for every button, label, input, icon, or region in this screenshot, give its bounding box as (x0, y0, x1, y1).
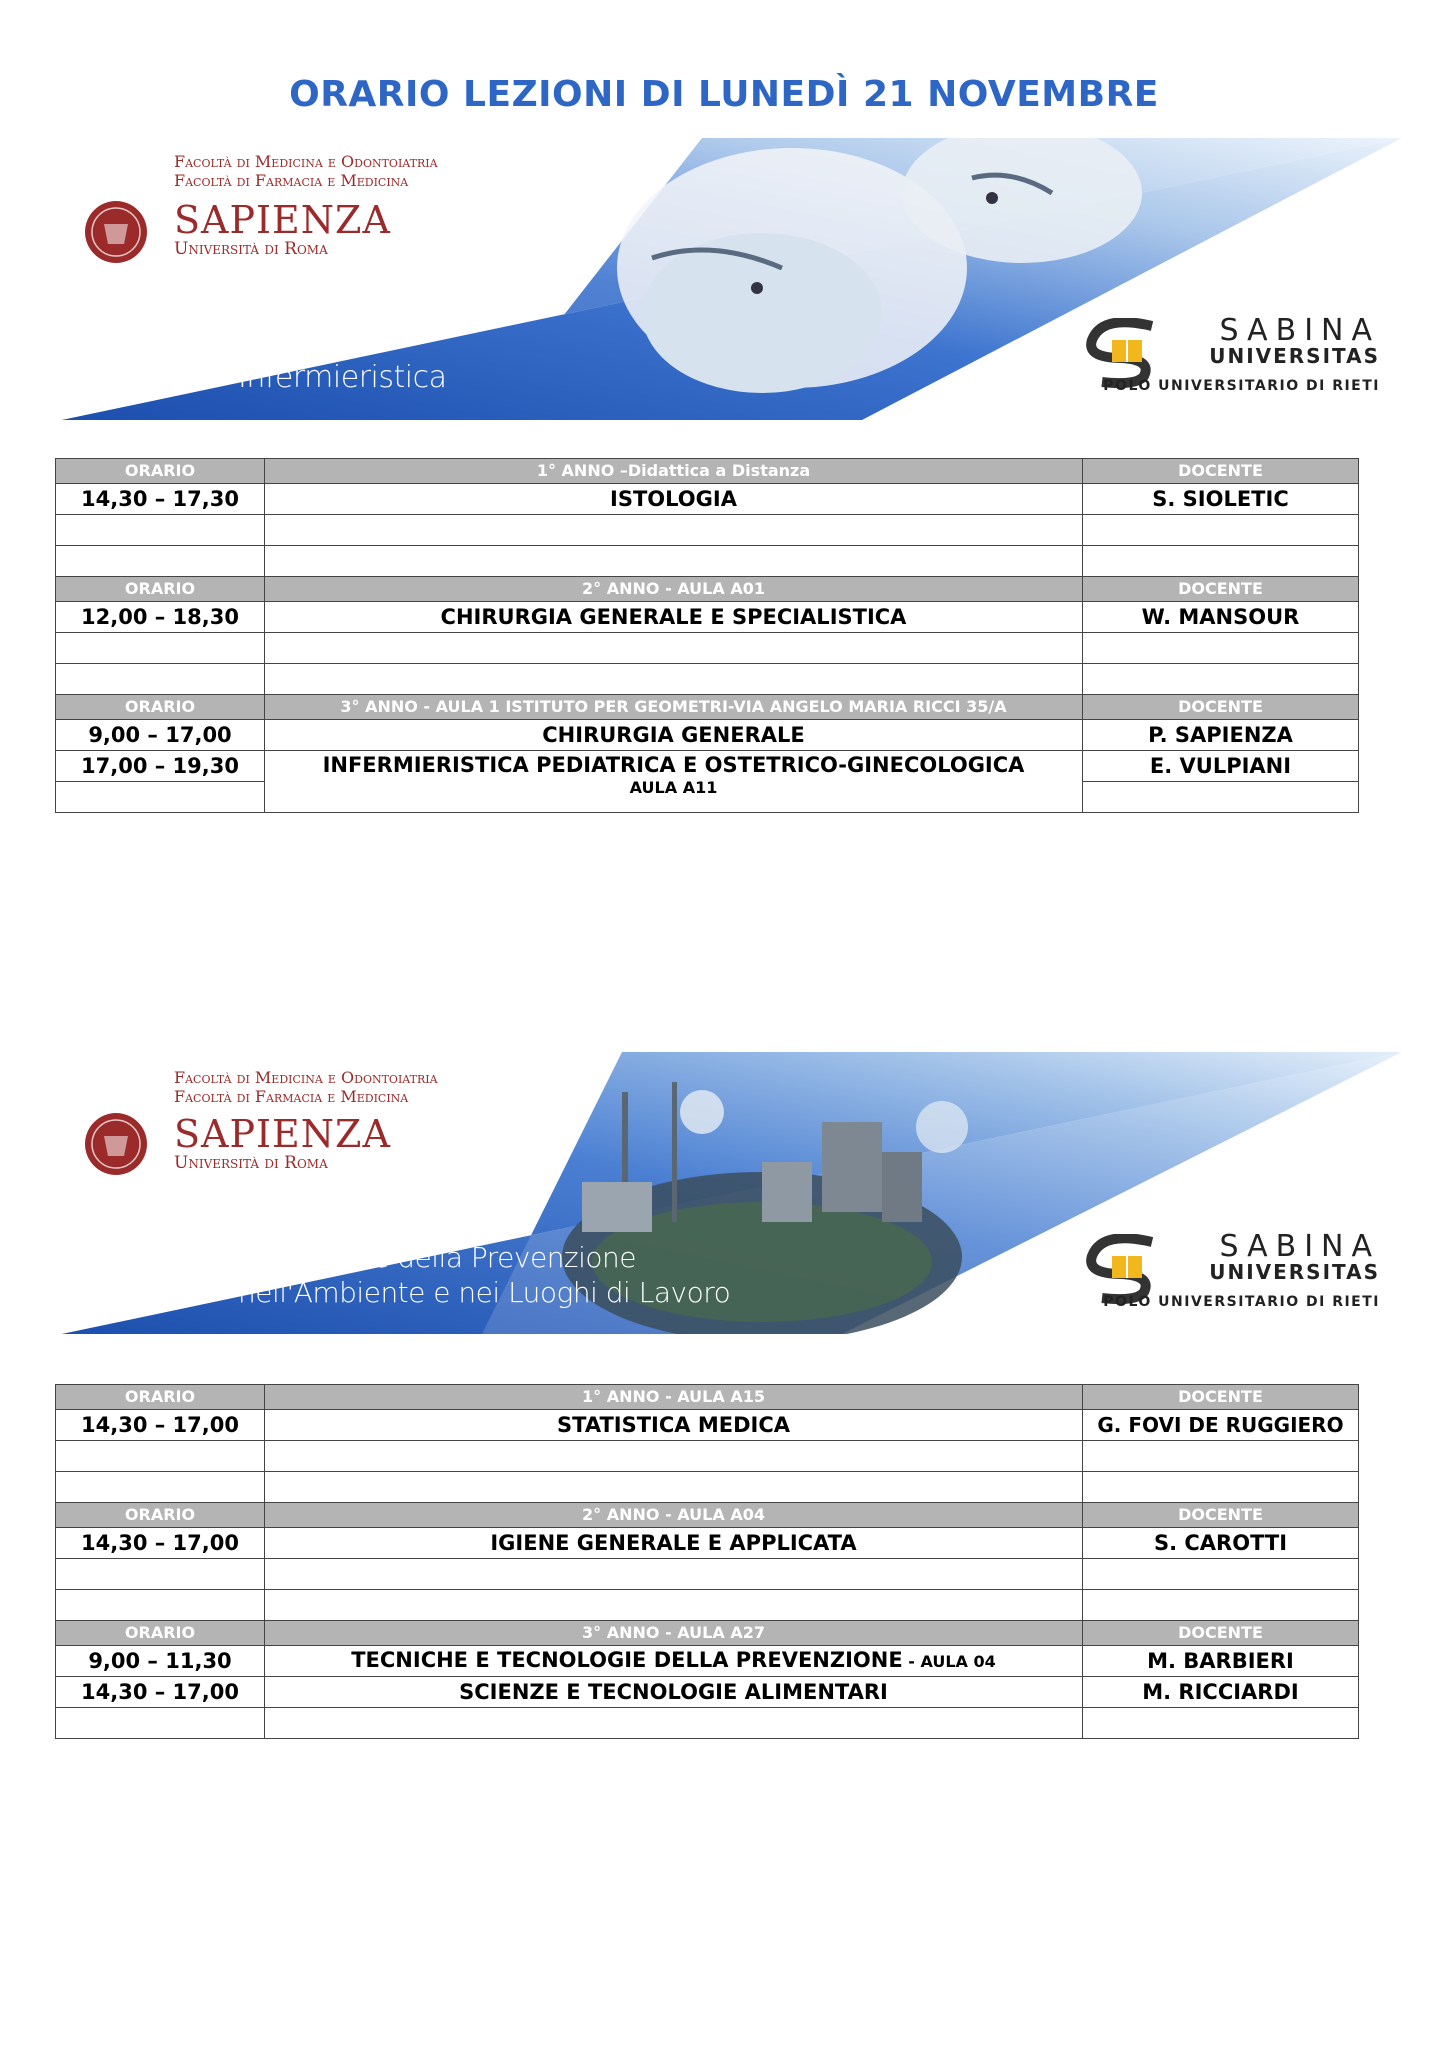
table-header-row (56, 459, 1359, 484)
empty-cell (1083, 515, 1359, 546)
empty-cell (56, 664, 265, 695)
faculty-line-1: Facoltà di Medicina e Odontoiatria (174, 152, 438, 171)
schedule-table-infermieristica (55, 458, 1359, 813)
course-title (238, 1240, 730, 1310)
table-row (56, 484, 1359, 515)
table-row-empty (56, 546, 1359, 577)
lesson-time: 14,30 – 17,00 (56, 1528, 265, 1559)
table-row-empty (56, 1472, 1359, 1503)
empty-cell (1083, 664, 1359, 695)
empty-cell (265, 664, 1083, 695)
table-row-empty (56, 1559, 1359, 1590)
table-row (56, 602, 1359, 633)
partner-name: SABINA (1219, 1229, 1380, 1264)
partner-polo: POLO UNIVERSITARIO DI RIETI (1103, 378, 1380, 394)
lesson-time: 12,00 – 18,30 (56, 602, 265, 633)
banner-tecniche-prevenzione (62, 1052, 1402, 1334)
header-time: ORARIO (56, 1621, 265, 1646)
lesson-course: SCIENZE E TECNOLOGIE ALIMENTARI (265, 1677, 1083, 1708)
partner-subtitle: UNIVERSITAS (1209, 344, 1380, 368)
header-year: 2° ANNO - AULA A04 (265, 1503, 1083, 1528)
empty-cell (265, 633, 1083, 664)
lesson-course-title: INFERMIERISTICA PEDIATRICA E OSTETRICO-GINECOLOGICA (322, 753, 1025, 777)
header-year: 1° ANNO –Didattica a Distanza (265, 459, 1083, 484)
university-name: SAPIENZA (174, 198, 391, 242)
table-row-empty (56, 1590, 1359, 1621)
header-teacher: DOCENTE (1083, 1385, 1359, 1410)
page-title: ORARIO LEZIONI DI LUNEDÌ 21 NOVEMBRE (289, 74, 1159, 115)
sabina-universitas-logo (1080, 1229, 1380, 1322)
header-time: ORARIO (56, 1503, 265, 1528)
lesson-room: AULA A11 (629, 778, 718, 797)
header-teacher: DOCENTE (1083, 459, 1359, 484)
empty-cell (265, 515, 1083, 546)
lesson-time: 14,30 – 17,00 (56, 1410, 265, 1441)
lesson-course: ISTOLOGIA (265, 484, 1083, 515)
lesson-course: CHIRURGIA GENERALE E SPECIALISTICA (265, 602, 1083, 633)
course-title (238, 360, 446, 395)
empty-cell (1083, 1590, 1359, 1621)
table-row (56, 751, 1359, 782)
empty-cell (1083, 782, 1359, 813)
faculty-line-2: Facoltà di Farmacia e Medicina (174, 171, 409, 190)
empty-cell (56, 633, 265, 664)
lesson-course (265, 751, 1083, 813)
sapienza-seal-icon (84, 1112, 148, 1176)
partner-name: SABINA (1219, 313, 1380, 348)
lesson-teacher: S. CAROTTI (1083, 1528, 1359, 1559)
lesson-teacher: P. SAPIENZA (1083, 720, 1359, 751)
table-row (56, 1677, 1359, 1708)
empty-cell (265, 1559, 1083, 1590)
header-teacher: DOCENTE (1083, 1503, 1359, 1528)
course-title-line-1: Infermieristica (238, 360, 447, 395)
empty-cell (56, 1559, 265, 1590)
lesson-teacher: G. FOVI DE RUGGIERO (1083, 1410, 1359, 1441)
table-header-row (56, 577, 1359, 602)
lesson-course: IGIENE GENERALE E APPLICATA (265, 1528, 1083, 1559)
header-year: 1° ANNO - AULA A15 (265, 1385, 1083, 1410)
sabina-universitas-logo (1080, 313, 1380, 406)
header-time: ORARIO (56, 695, 265, 720)
lesson-time: 14,30 – 17,00 (56, 1677, 265, 1708)
empty-cell (1083, 1559, 1359, 1590)
empty-cell (1083, 1708, 1359, 1739)
header-teacher: DOCENTE (1083, 1621, 1359, 1646)
university-subtitle: Università di Roma (174, 239, 328, 259)
lesson-course-title: TECNICHE E TECNOLOGIE DELLA PREVENZIONE (351, 1648, 903, 1672)
table-row (56, 720, 1359, 751)
empty-cell (1083, 1441, 1359, 1472)
empty-cell (265, 1708, 1083, 1739)
empty-cell (56, 515, 265, 546)
empty-cell (265, 1590, 1083, 1621)
empty-cell (56, 546, 265, 577)
empty-cell (265, 1472, 1083, 1503)
banner-infermieristica (62, 138, 1402, 420)
table-header-row (56, 1385, 1359, 1410)
empty-cell (56, 1708, 265, 1739)
university-subtitle: Università di Roma (174, 1153, 328, 1173)
lesson-course: CHIRURGIA GENERALE (265, 720, 1083, 751)
header-time: ORARIO (56, 1385, 265, 1410)
lesson-teacher: M. BARBIERI (1083, 1646, 1359, 1677)
empty-cell (1083, 633, 1359, 664)
table-row-empty (56, 664, 1359, 695)
lesson-room-note: - AULA 04 (902, 1652, 996, 1671)
lesson-course: STATISTICA MEDICA (265, 1410, 1083, 1441)
sapienza-seal-icon (84, 200, 148, 264)
table-row-empty (56, 1441, 1359, 1472)
table-row (56, 1528, 1359, 1559)
university-name: SAPIENZA (174, 1112, 391, 1156)
empty-cell (265, 546, 1083, 577)
empty-cell (56, 1590, 265, 1621)
table-header-row (56, 1621, 1359, 1646)
header-year: 3° ANNO - AULA 1 ISTITUTO PER GEOMETRI-VIA ANGELO MARIA RICCI 35/A (265, 695, 1083, 720)
empty-cell (56, 1472, 265, 1503)
partner-subtitle: UNIVERSITAS (1209, 1260, 1380, 1284)
lesson-time: 9,00 – 11,30 (56, 1646, 265, 1677)
table-row-empty (56, 1708, 1359, 1739)
schedule-table-prevenzione (55, 1384, 1359, 1739)
lesson-teacher: W. MANSOUR (1083, 602, 1359, 633)
empty-cell (56, 782, 265, 813)
course-title-line-1: Tecniche della Prevenzione (272, 1241, 637, 1274)
lesson-teacher: S. SIOLETIC (1083, 484, 1359, 515)
partner-polo: POLO UNIVERSITARIO DI RIETI (1103, 1294, 1380, 1310)
empty-cell (265, 1441, 1083, 1472)
header-year: 2° ANNO - AULA A01 (265, 577, 1083, 602)
header-time: ORARIO (56, 459, 265, 484)
table-header-row (56, 695, 1359, 720)
table-row (56, 1410, 1359, 1441)
faculty-line-2: Facoltà di Farmacia e Medicina (174, 1087, 409, 1106)
header-teacher: DOCENTE (1083, 577, 1359, 602)
header-year: 3° ANNO - AULA A27 (265, 1621, 1083, 1646)
lesson-course (265, 1646, 1083, 1677)
course-title-line-2: nell'Ambiente e nei Luoghi di Lavoro (238, 1276, 731, 1309)
table-header-row (56, 1503, 1359, 1528)
empty-cell (1083, 546, 1359, 577)
empty-cell (56, 1441, 265, 1472)
empty-cell (1083, 1472, 1359, 1503)
header-teacher: DOCENTE (1083, 695, 1359, 720)
lesson-teacher: M. RICCIARDI (1083, 1677, 1359, 1708)
lesson-time: 9,00 – 17,00 (56, 720, 265, 751)
table-row-empty (56, 515, 1359, 546)
header-time: ORARIO (56, 577, 265, 602)
table-row-empty (56, 633, 1359, 664)
lesson-time: 17,00 – 19,30 (56, 751, 265, 782)
lesson-time: 14,30 – 17,30 (56, 484, 265, 515)
lesson-teacher: E. VULPIANI (1083, 751, 1359, 782)
faculty-line-1: Facoltà di Medicina e Odontoiatria (174, 1068, 438, 1087)
table-row (56, 1646, 1359, 1677)
